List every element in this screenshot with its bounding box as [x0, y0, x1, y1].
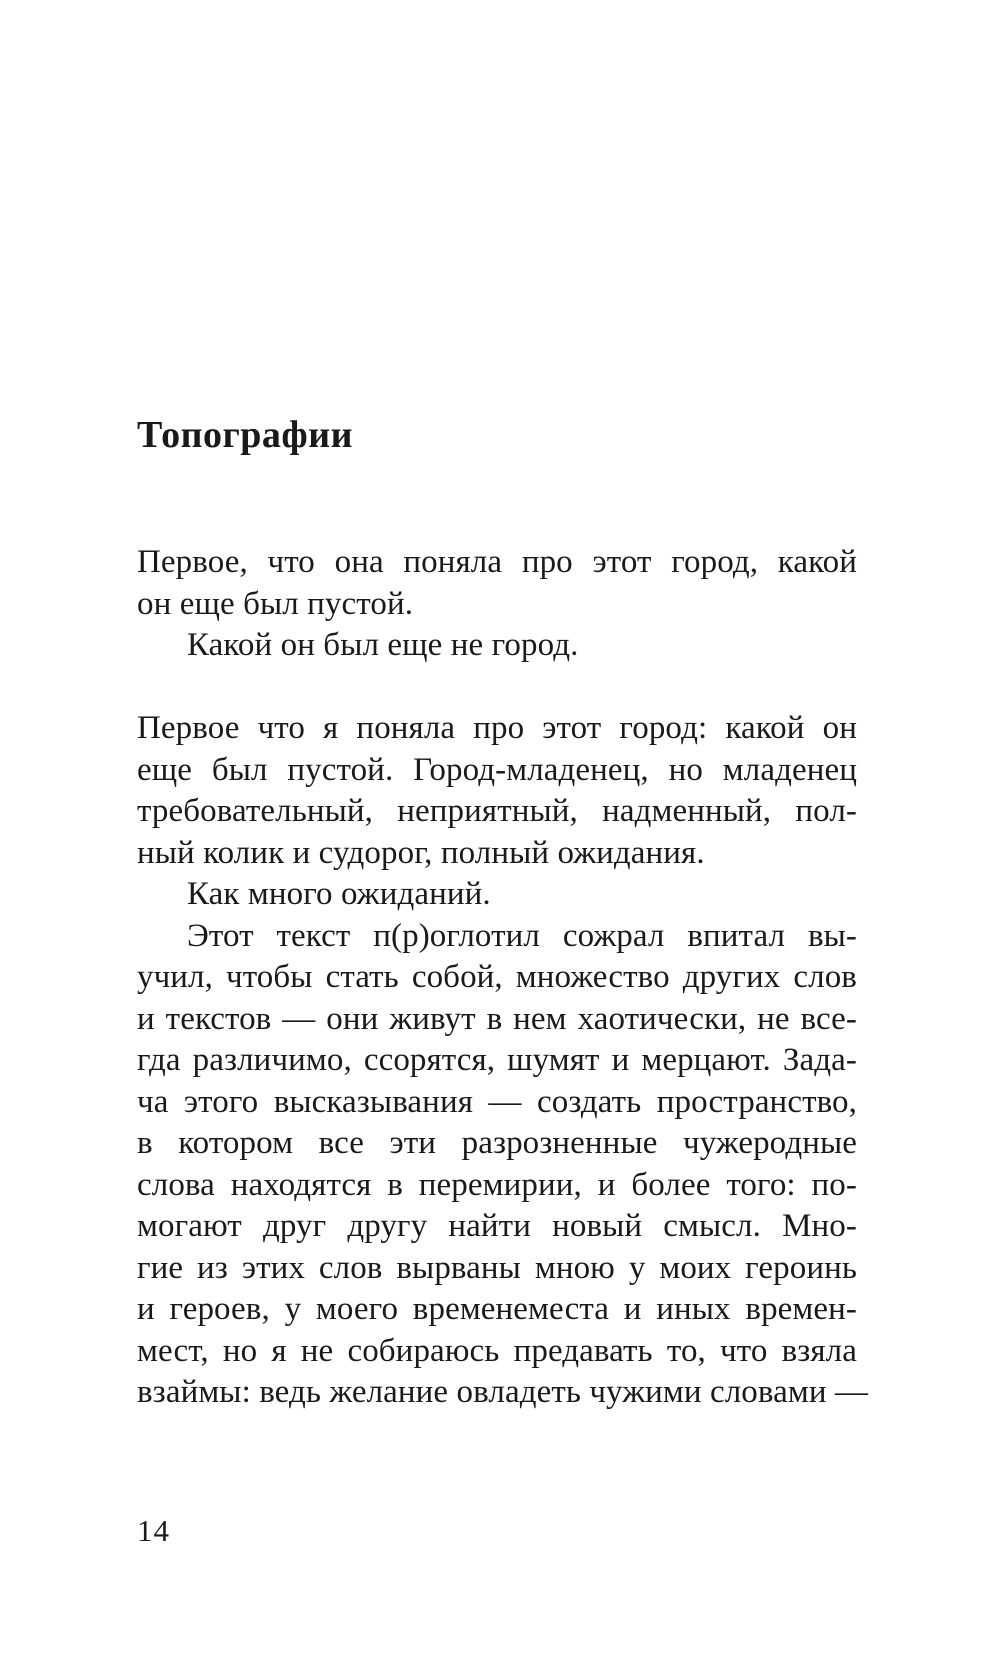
- body-line: ный колик и судорог, полный ожидания.: [137, 835, 705, 871]
- body-line: слова находятся в перемирии, и более того: по-: [137, 1167, 857, 1203]
- epigraph-line: он еще был пустой.: [137, 586, 414, 622]
- body-line: могают друг другу найти новый смысл. Мно-: [137, 1208, 857, 1244]
- body-line: мест, но я не собираюсь предавать то, что взяла: [137, 1333, 857, 1369]
- body-line: Этот текст п(р)оглотил сожрал впитал вы-: [187, 918, 857, 954]
- body-line: ча этого высказывания — создать пространство,: [137, 1084, 857, 1120]
- body-line: в котором все эти разрозненные чужеродные: [137, 1125, 857, 1161]
- body-line: гие из этих слов вырваны мною у моих героинь: [137, 1250, 857, 1286]
- body-line: Как много ожиданий.: [187, 876, 491, 912]
- body-line: взаймы: ведь желание овладеть чужими словами —: [137, 1374, 869, 1410]
- body-line: требовательный, неприятный, надменный, пол-: [137, 793, 857, 829]
- body-line: и героев, у моего временеместа и иных времен-: [137, 1291, 857, 1327]
- epigraph-line: Какой он был еще не город.: [187, 627, 579, 663]
- body-line: учил, чтобы стать собой, множество других слов: [137, 959, 857, 995]
- body-line: гда различимо, ссорятся, шумят и мерцают. Зада-: [137, 1042, 857, 1078]
- body-line: Первое что я поняла про этот город: какой он: [137, 710, 857, 746]
- body-line: и текстов — они живут в нем хаотически, не все-: [137, 1001, 857, 1037]
- chapter-title: Топографии: [137, 414, 354, 456]
- page-number: 14: [137, 1513, 170, 1548]
- epigraph-line: Первое, что она поняла про этот город, какой: [137, 544, 857, 580]
- body-line: еще был пустой. Город-младенец, но младенец: [137, 752, 857, 788]
